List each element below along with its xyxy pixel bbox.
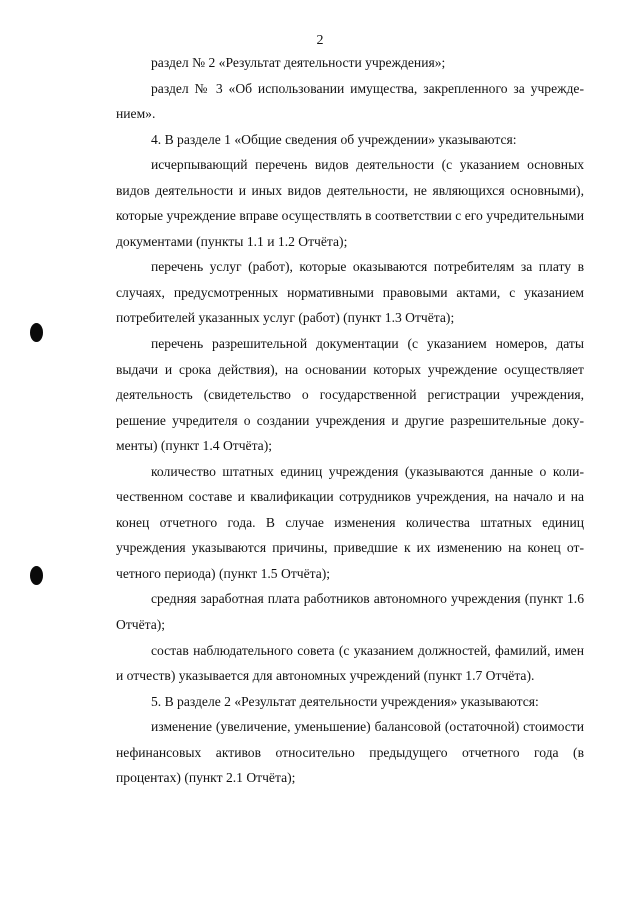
paragraph-item-5-heading: 5. В разделе 2 «Результат деятельности учреждения» указываются:: [151, 693, 539, 709]
paragraph-item-4-heading: 4. В разделе 1 «Общие сведения об учреждении» указываются:: [151, 131, 517, 147]
paragraph-asset-value-change: изменение (увеличение, уменьшение) балансовой (остаточной) стоимости нефинансовых активов относительно предыдущего отчетного года (в процентах) (пункт 2.1 Отчёта);: [116, 719, 584, 786]
paragraph-activities-list: исчерпывающий перечень видов деятельности (с указанием основных видов деятельности и иных видов деятельности, не являющихся основными), которые учреждение вправе осуществлять в соответствии с его учредительными документами (пункты 1.1 и 1.2 Отчёта);: [116, 157, 584, 249]
punch-hole-mark: [30, 566, 43, 585]
page-number: 2: [316, 33, 324, 48]
paragraph-section-3: раздел № 3 «Об использовании имущества, закрепленного за учреждением».: [116, 80, 584, 122]
paragraph-section-2: раздел № 2 «Результат деятельности учреждения»;: [151, 55, 446, 70]
paragraph-staff-count: количество штатных единиц учреждения (указываются данные о количественном составе и квалификации сотрудников учреждения, на начало и на конец отчетного года. В случае изменения количества штатных единиц учреждения указываются причины, приведшие к их изменению на конец отчетного периода) (пункт 1.5 Отчёта);: [116, 463, 584, 581]
paragraph-average-salary: средняя заработная плата работников автономного учреждения (пункт 1.6 Отчёта);: [116, 591, 584, 633]
paragraph-services-list: перечень услуг (работ), которые оказываются потребителям за плату в случаях, предусмотренных нормативными правовыми актами, с указанием потребителей указанных услуг (работ) (пункт 1.3 Отчёта);: [116, 259, 584, 326]
punch-hole-mark: [30, 323, 43, 342]
paragraph-permits-list: перечень разрешительной документации (с указанием номеров, даты выдачи и срока действия), на основании которых учреждение осуществляет деятельность (свидетельство о государственной регистрации учреждения, решение учредителя о создании учреждения и другие разрешительные документы) (пункт 1.4 Отчёта);: [116, 336, 584, 454]
document-body: [116, 50, 584, 791]
paragraph-supervisory-board: состав наблюдательного совета (с указанием должностей, фамилий, имен и отчеств) указывается для автономных учреждений (пункт 1.7 Отчёта).: [116, 642, 584, 684]
